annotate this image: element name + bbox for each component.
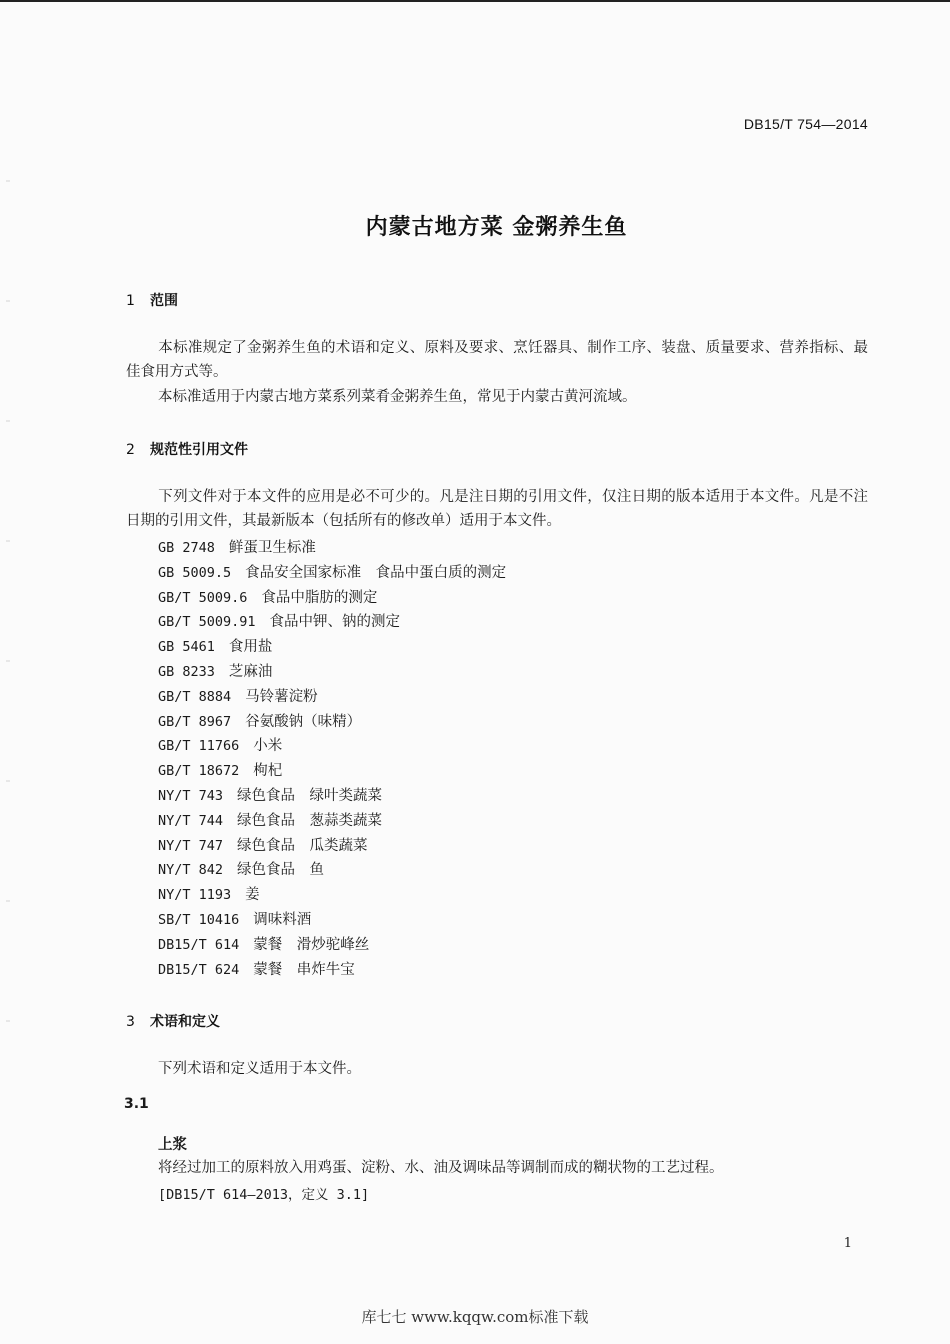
reference-name: 绿色食品 绿叶类蔬菜: [237, 787, 383, 804]
reference-name: 枸杞: [253, 763, 283, 780]
reference-item: [158, 734, 506, 759]
term-name: 上浆: [158, 1137, 187, 1153]
page-number: 1: [843, 1236, 852, 1251]
reference-code: GB 5009.5: [158, 564, 232, 581]
reference-code: GB/T 5009.6: [158, 589, 248, 606]
document-title: 内蒙古地方菜 金粥养生鱼: [365, 215, 628, 240]
reference-item: [158, 834, 506, 859]
reference-name: 绿色食品 葱蒜类蔬菜: [237, 812, 383, 829]
reference-code: NY/T 1193: [158, 887, 232, 904]
reference-name: 绿色食品 鱼: [237, 862, 325, 879]
reference-code: NY/T 747: [158, 837, 224, 854]
section-number: 1: [126, 293, 135, 309]
reference-item: [158, 561, 506, 586]
reference-code: GB 5461: [158, 639, 215, 656]
reference-list: [158, 536, 506, 982]
reference-code: GB 8233: [158, 663, 215, 680]
reference-code: GB/T 11766: [158, 738, 240, 755]
reference-code: GB/T 5009.91: [158, 614, 256, 631]
reference-code: GB/T 18672: [158, 763, 240, 780]
reference-item: [158, 784, 506, 809]
reference-name: 马铃薯淀粉: [245, 688, 318, 705]
section-number: 3: [126, 1014, 135, 1030]
section-number: 2: [126, 442, 135, 458]
reference-name: 食品中钾、钠的测定: [269, 614, 401, 631]
scan-artifact: [6, 120, 10, 1120]
reference-name: 调味料酒: [253, 911, 312, 928]
section-heading-terms: [126, 1011, 220, 1031]
term-source: [DB15/T 614—2013，定义 3.1]: [158, 1187, 370, 1203]
terms-intro: 下列术语和定义适用于本文件。: [158, 1061, 361, 1077]
reference-name: 姜: [245, 887, 260, 904]
reference-item: [158, 660, 506, 685]
reference-item: [158, 635, 506, 660]
reference-name: 蒙餐 滑炒驼峰丝: [253, 936, 370, 953]
reference-item: [158, 685, 506, 710]
normative-refs-intro: 下列文件对于本文件的应用是必不可少的。凡是注日期的引用文件，仅注日期的版本适用于本文件。凡是不注日期的引用文件，其最新版本（包括所有的修改单）适用于本文件。: [126, 489, 868, 529]
scope-paragraph-1: 本标准规定了金粥养生鱼的术语和定义、原料及要求、烹饪器具、制作工序、装盘、质量要求、营养指标、最佳食用方式等。: [126, 340, 868, 380]
reference-code: NY/T 744: [158, 812, 224, 829]
reference-code: DB15/T 614: [158, 936, 240, 953]
section-heading-normative-refs: [126, 439, 248, 459]
reference-item: [158, 710, 506, 735]
reference-item: [158, 809, 506, 834]
section-title: 规范性引用文件: [150, 442, 248, 458]
reference-code: DB15/T 624: [158, 961, 240, 978]
watermark-text: 库七七 www.kqqw.com标准下载: [361, 1308, 589, 1326]
reference-code: GB/T 8967: [158, 713, 232, 730]
reference-item: [158, 610, 506, 635]
reference-name: 小米: [253, 738, 283, 755]
reference-item: [158, 759, 506, 784]
section-title: 范围: [150, 293, 178, 309]
top-border-line: [0, 0, 950, 2]
reference-item: [158, 883, 506, 908]
reference-name: 蒙餐 串炸牛宝: [253, 961, 355, 978]
reference-item: [158, 933, 506, 958]
section-title: 术语和定义: [150, 1014, 220, 1030]
reference-code: NY/T 743: [158, 787, 224, 804]
scope-paragraph-2: 本标准适用于内蒙古地方菜系列菜肴金粥养生鱼，常见于内蒙古黄河流域。: [158, 389, 637, 405]
reference-item: [158, 958, 506, 983]
reference-name: 食用盐: [228, 639, 273, 656]
reference-code: GB/T 8884: [158, 688, 232, 705]
reference-name: 谷氨酸钠（味精）: [245, 713, 362, 730]
reference-code: GB 2748: [158, 540, 215, 556]
reference-name: 鲜蛋卫生标准: [228, 540, 316, 556]
reference-item: [158, 536, 506, 561]
section-heading-scope: [126, 290, 178, 310]
reference-name: 食品安全国家标准 食品中蛋白质的测定: [245, 564, 507, 581]
reference-code: NY/T 842: [158, 862, 224, 879]
standard-code: DB15/T 754—2014: [743, 116, 868, 132]
reference-name: 芝麻油: [228, 663, 273, 680]
reference-name: 绿色食品 瓜类蔬菜: [237, 837, 368, 854]
reference-code: SB/T 10416: [158, 911, 240, 928]
reference-item: [158, 858, 506, 883]
term-definition: 将经过加工的原料放入用鸡蛋、淀粉、水、油及调味品等调制而成的糊状物的工艺过程。: [158, 1160, 724, 1176]
term-number: 3.1: [124, 1096, 149, 1112]
reference-item: [158, 908, 506, 933]
reference-item: [158, 586, 506, 611]
reference-name: 食品中脂肪的测定: [261, 589, 378, 606]
